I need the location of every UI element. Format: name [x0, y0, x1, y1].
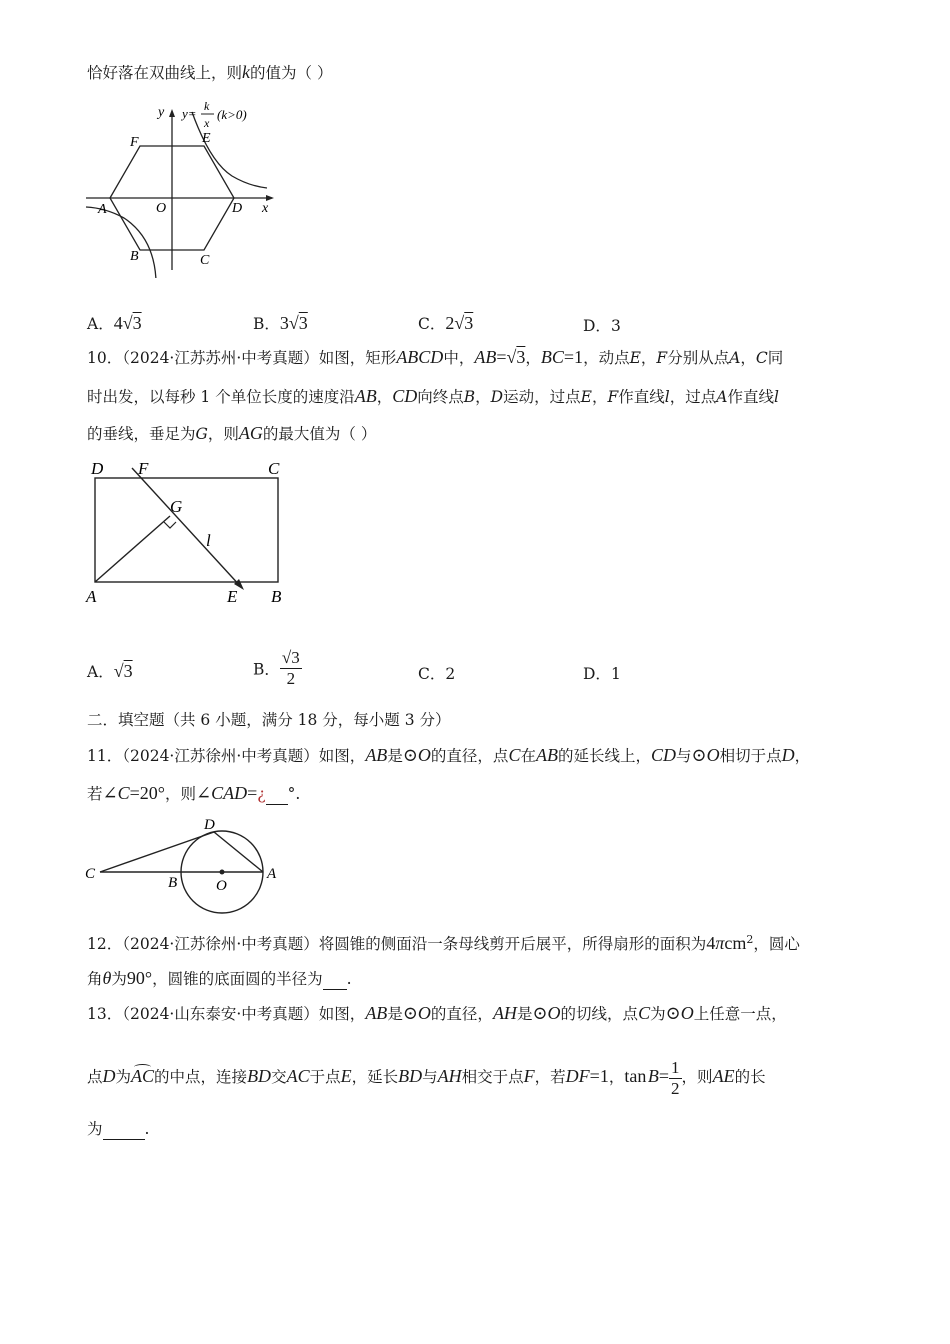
- center-dot: [220, 870, 225, 875]
- q10-line-3: 的垂线，垂足为G，则AG的最大值为（ ）: [87, 423, 377, 443]
- q9-intro-line: 恰好落在双曲线上，则k的值为（ ）: [87, 62, 333, 82]
- label-F: F: [130, 135, 139, 150]
- chord-DA: [214, 832, 263, 872]
- label-eq-k: k: [204, 100, 210, 113]
- q10-line-1: 10．（2024·江苏苏州·中考真题）如图，矩形ABCD中，AB=√3，BC=1，动点E，F分别从点A，C同: [87, 347, 784, 367]
- label-y: y: [158, 105, 165, 120]
- label-C: C: [200, 253, 210, 268]
- label-E: E: [202, 131, 211, 146]
- right-angle-mark: [164, 522, 176, 528]
- label-C: C: [268, 459, 280, 478]
- q10-option-b[interactable]: B． $\frac{√3}{2}$: [253, 648, 300, 688]
- q12-line-1: 12．（2024·江苏徐州·中考真题）将圆锥的侧面沿一条母线剪开后展平，所得扇形的面积为4πcm$^2$，圆心: [87, 933, 800, 954]
- label-O: O: [216, 878, 227, 894]
- label-eq-cond: (k>0): [217, 107, 247, 122]
- label-eq-x: x: [204, 116, 210, 130]
- label-F: F: [138, 459, 149, 478]
- label-A: A: [86, 587, 97, 606]
- label-eq-y: y=: [182, 106, 197, 121]
- label-A: A: [98, 202, 107, 217]
- q12-answer-blank[interactable]: [323, 969, 347, 990]
- label-B: B: [271, 587, 282, 606]
- q13-line-1: 13．（2024·山东泰安·中考真题）如图，AB是⊙O的直径，AH是⊙O的切线，点C为⊙O上任意一点，: [87, 1003, 787, 1023]
- q9-option-b[interactable]: B．3√3: [253, 313, 308, 333]
- q11-answer-blank[interactable]: [266, 784, 288, 805]
- q10-option-c[interactable]: C．2: [418, 665, 456, 683]
- rectangle: [95, 478, 278, 582]
- label-l: l: [206, 531, 211, 550]
- q11-line-2: 若∠C=20°，则∠CAD=¿ °.: [87, 783, 301, 803]
- label-E: E: [227, 587, 238, 606]
- q13-line-2: 点D为AC 的中点，连接BD交AC于点E，延长BD与AH相交于点F，若DF=1，tan B= $\frac{1}{2}$ ，则AE的长: [87, 1057, 766, 1098]
- q9-option-d[interactable]: D．3: [583, 317, 621, 335]
- line-l: [132, 468, 242, 588]
- q10-line-2: 时出发，以每秒 1 个单位长度的速度沿AB，CD向终点B，D运动，过点E，F作直线l，过点A作直线l: [87, 386, 779, 406]
- q9-option-a[interactable]: A．4√3: [87, 313, 142, 333]
- q9-hexagon-figure: [84, 100, 284, 278]
- q11-line-1: 11．（2024·江苏徐州·中考真题）如图，AB是⊙O的直径，点C在AB的延长线上，CD与⊙O相切于点D，: [87, 745, 811, 765]
- label-B: B: [168, 875, 178, 891]
- q13-line-3: 为 .: [87, 1120, 150, 1138]
- label-D: D: [204, 817, 215, 833]
- label-B: B: [130, 249, 139, 264]
- q10-option-a[interactable]: A．√3: [87, 661, 133, 681]
- label-O: O: [156, 201, 167, 216]
- q11-circle-figure: [82, 814, 282, 918]
- tangent-CD: [100, 832, 214, 872]
- label-D: D: [91, 459, 104, 478]
- segment-AG: [95, 516, 170, 582]
- q10-rectangle-figure: [84, 456, 304, 606]
- label-D: D: [232, 201, 243, 216]
- y-axis-arrow: [169, 109, 175, 117]
- label-A: A: [267, 866, 277, 882]
- q10-option-d[interactable]: D．1: [583, 665, 621, 683]
- q12-line-2: 角θ为90°，圆锥的底面圆的半径为 .: [87, 968, 352, 988]
- label-G: G: [170, 497, 183, 516]
- q9-option-c[interactable]: C．2√3: [418, 313, 474, 333]
- label-x: x: [262, 201, 269, 216]
- section-heading: 二．填空题（共 6 小题，满分 18 分，每小题 3 分）: [87, 711, 451, 729]
- q13-answer-blank[interactable]: [103, 1119, 145, 1140]
- label-C: C: [85, 866, 96, 882]
